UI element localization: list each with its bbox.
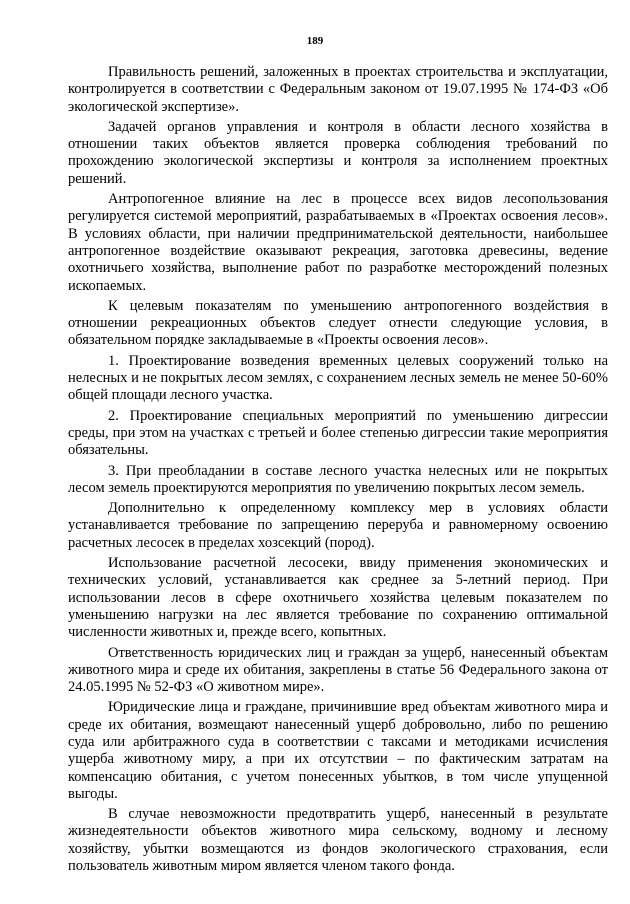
paragraph-allowable-cut: Использование расчетной лесосеки, ввиду применения экономических и технических условий, устанавливается как среднее за 5-летний период. При использовании лесов в сфере охотничьего хозяйства целевым показателем по уменьшению нагрузки на лес является требование по сохранению оптимальной численности животных и, прежде всего, копытных.	[68, 555, 608, 641]
paragraph-insurance: В случае невозможности предотвратить ущерб, нанесенный в результате жизнедеятельности объектов животного мира сельскому, водному и лесному хозяйству, убытки возмещаются из фондов экологического страхования, если пользователь животным миром является членом такого фонда.	[68, 806, 608, 875]
paragraph-item-3: 3. При преобладании в составе лесного участка нелесных или не покрытых лесом земель проектируются мероприятия по увеличению покрытых лесом земель.	[68, 462, 608, 496]
paragraph-item-2: 2. Проектирование специальных мероприятий по уменьшению дигрессии среды, при этом на участках с третьей и более степенью дигрессии такие мероприятия обязательны.	[68, 407, 608, 459]
paragraph-anthropogenic-impact: Антропогенное влияние на лес в процессе всех видов лесопользования регулируется системой мероприятий, разрабатываемых в «Проектах освоения лесов». В условиях области, при наличии предпринимательской деятельности, наибольшее антропогенное воздействие оказывают рекреация, заготовка древесины, ведение охотничьего хозяйства, выполнение работ по разработке месторождений полезных ископаемых.	[68, 191, 608, 294]
paragraph-expertise: Правильность решений, заложенных в проектах строительства и эксплуатации, контролируется в соответствии с Федеральным законом от 19.07.1995 № 174-ФЗ «Об экологической экспертизе».	[68, 64, 608, 115]
paragraph-management-task: Задачей органов управления и контроля в области лесного хозяйства в отношении таких объектов является проверка соблюдения требований по прохождению экологической экспертизы и контроля за исполнением проектных решений.	[68, 118, 608, 187]
paragraph-overcut-ban: Дополнительно к определенному комплексу мер в условиях области устанавливается требование по запрещению переруба и равномерному освоению расчетных лесосек в пределах хозсекций (пород).	[68, 500, 608, 551]
body-text	[68, 64, 608, 878]
page-number: 189	[306, 35, 324, 47]
paragraph-target-indicators: К целевым показателям по уменьшению антропогенного воздействия в отношении рекреационных объектов следует отнести следующие условия, в обязательном порядке закладываемые в «Проекты освоения лесов».	[68, 297, 608, 349]
paragraph-liability: Ответственность юридических лиц и граждан за ущерб, нанесенный объектам животного мира и среде их обитания, закреплены в статье 56 Федерального закона от 24.05.1995 № 52-ФЗ «О животном мире».	[68, 644, 608, 696]
paragraph-item-1: 1. Проектирование возведения временных целевых сооружений только на нелесных и не покрытых лесом землях, с сохранением лесных земель не менее 50-60% общей площади лесного участка.	[68, 352, 608, 404]
paragraph-damage-compensation: Юридические лица и граждане, причинившие вред объектам животного мира и среде их обитания, возмещают нанесенный ущерб добровольно, либо по решению суда или арбитражного суда в соответствии с таксами и методиками исчисления ущерба животному миру, а при их отсутствии – по фактическим затратам на компенсацию обитания, с учетом понесенных убытков, в том числе упущенной выгоды.	[68, 699, 608, 802]
